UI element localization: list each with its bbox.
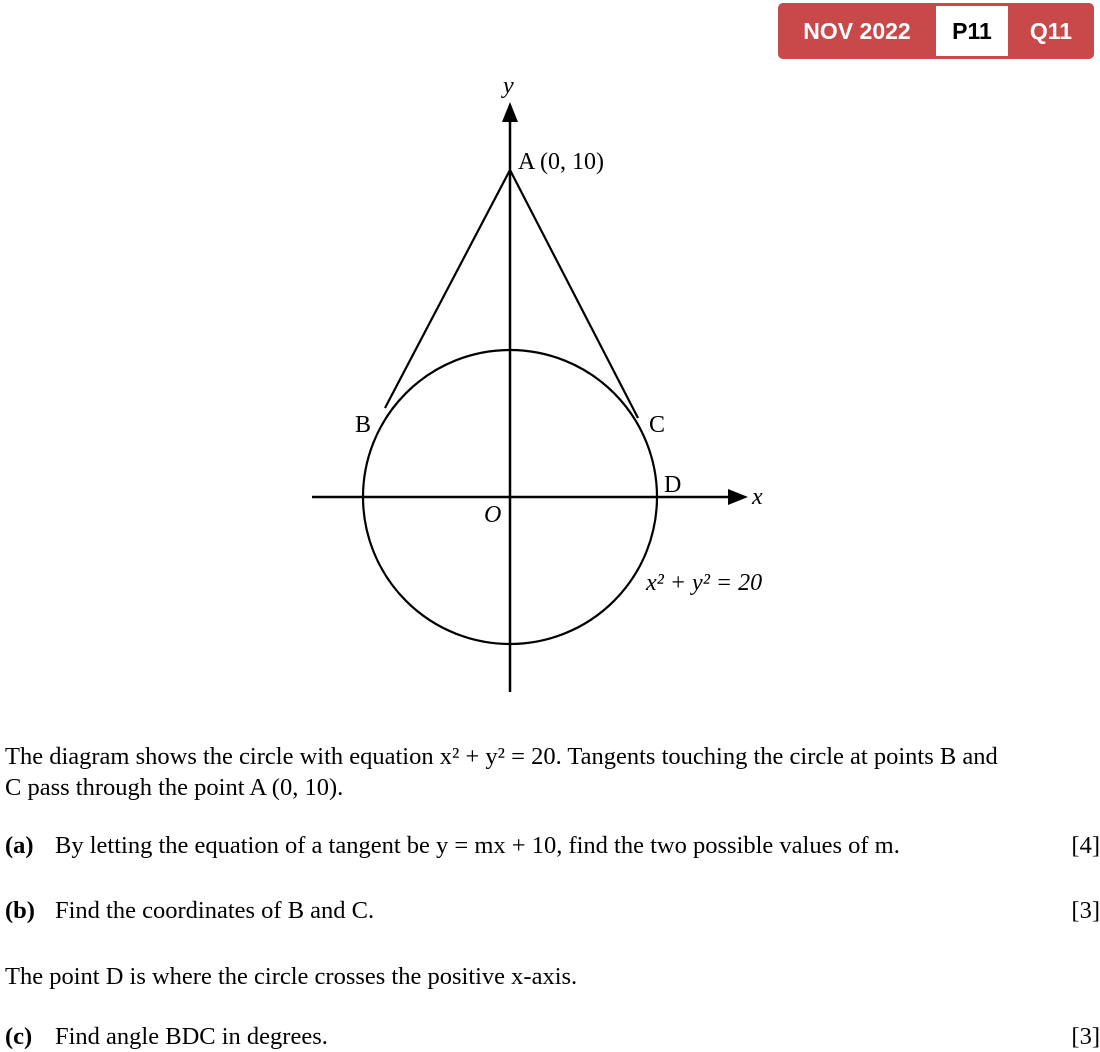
question-number: Q11 xyxy=(1029,18,1073,44)
x-axis-label: x xyxy=(752,484,763,510)
y-axis-label: y xyxy=(503,73,514,99)
part-c-marks: [3] xyxy=(1071,1023,1100,1050)
point-a-label: A (0, 10) xyxy=(518,149,604,175)
intro-line-2: C pass through the point A (0, 10). xyxy=(5,774,344,801)
origin-label: O xyxy=(484,502,502,528)
part-c-label: (c) xyxy=(5,1023,33,1050)
part-a-label: (a) xyxy=(5,832,34,859)
tangent-ac xyxy=(510,170,638,418)
exam-session: NOV 2022 xyxy=(803,18,911,44)
part-b xyxy=(5,895,1100,926)
point-d-label: D xyxy=(664,472,682,498)
x-axis-arrow xyxy=(728,489,748,505)
part-a-marks: [4] xyxy=(1071,832,1100,859)
paper-number: P11 xyxy=(936,6,1008,56)
y-axis-arrow xyxy=(502,102,518,122)
part-b-label: (b) xyxy=(5,897,35,924)
point-c-label: C xyxy=(649,412,666,438)
part-a-text: By letting the equation of a tangent be y = mx + 10, find the two possible values of m. xyxy=(55,832,900,859)
part-a xyxy=(5,830,1100,861)
part-c-text: Find angle BDC in degrees. xyxy=(55,1023,328,1050)
part-b-text: Find the coordinates of B and C. xyxy=(55,897,375,924)
part-c xyxy=(5,1021,1100,1052)
question-intro xyxy=(5,741,1100,803)
circle-equation-label: x² + y² = 20 xyxy=(646,570,763,596)
point-d-description: The point D is where the circle crosses the positive x-axis. xyxy=(5,963,578,990)
part-b-marks: [3] xyxy=(1071,897,1100,924)
tangent-ab xyxy=(385,170,510,408)
intro-line-1: The diagram shows the circle with equation x² + y² = 20. Tangents touching the circle at points B and xyxy=(5,743,998,770)
point-b-label: B xyxy=(355,412,372,438)
